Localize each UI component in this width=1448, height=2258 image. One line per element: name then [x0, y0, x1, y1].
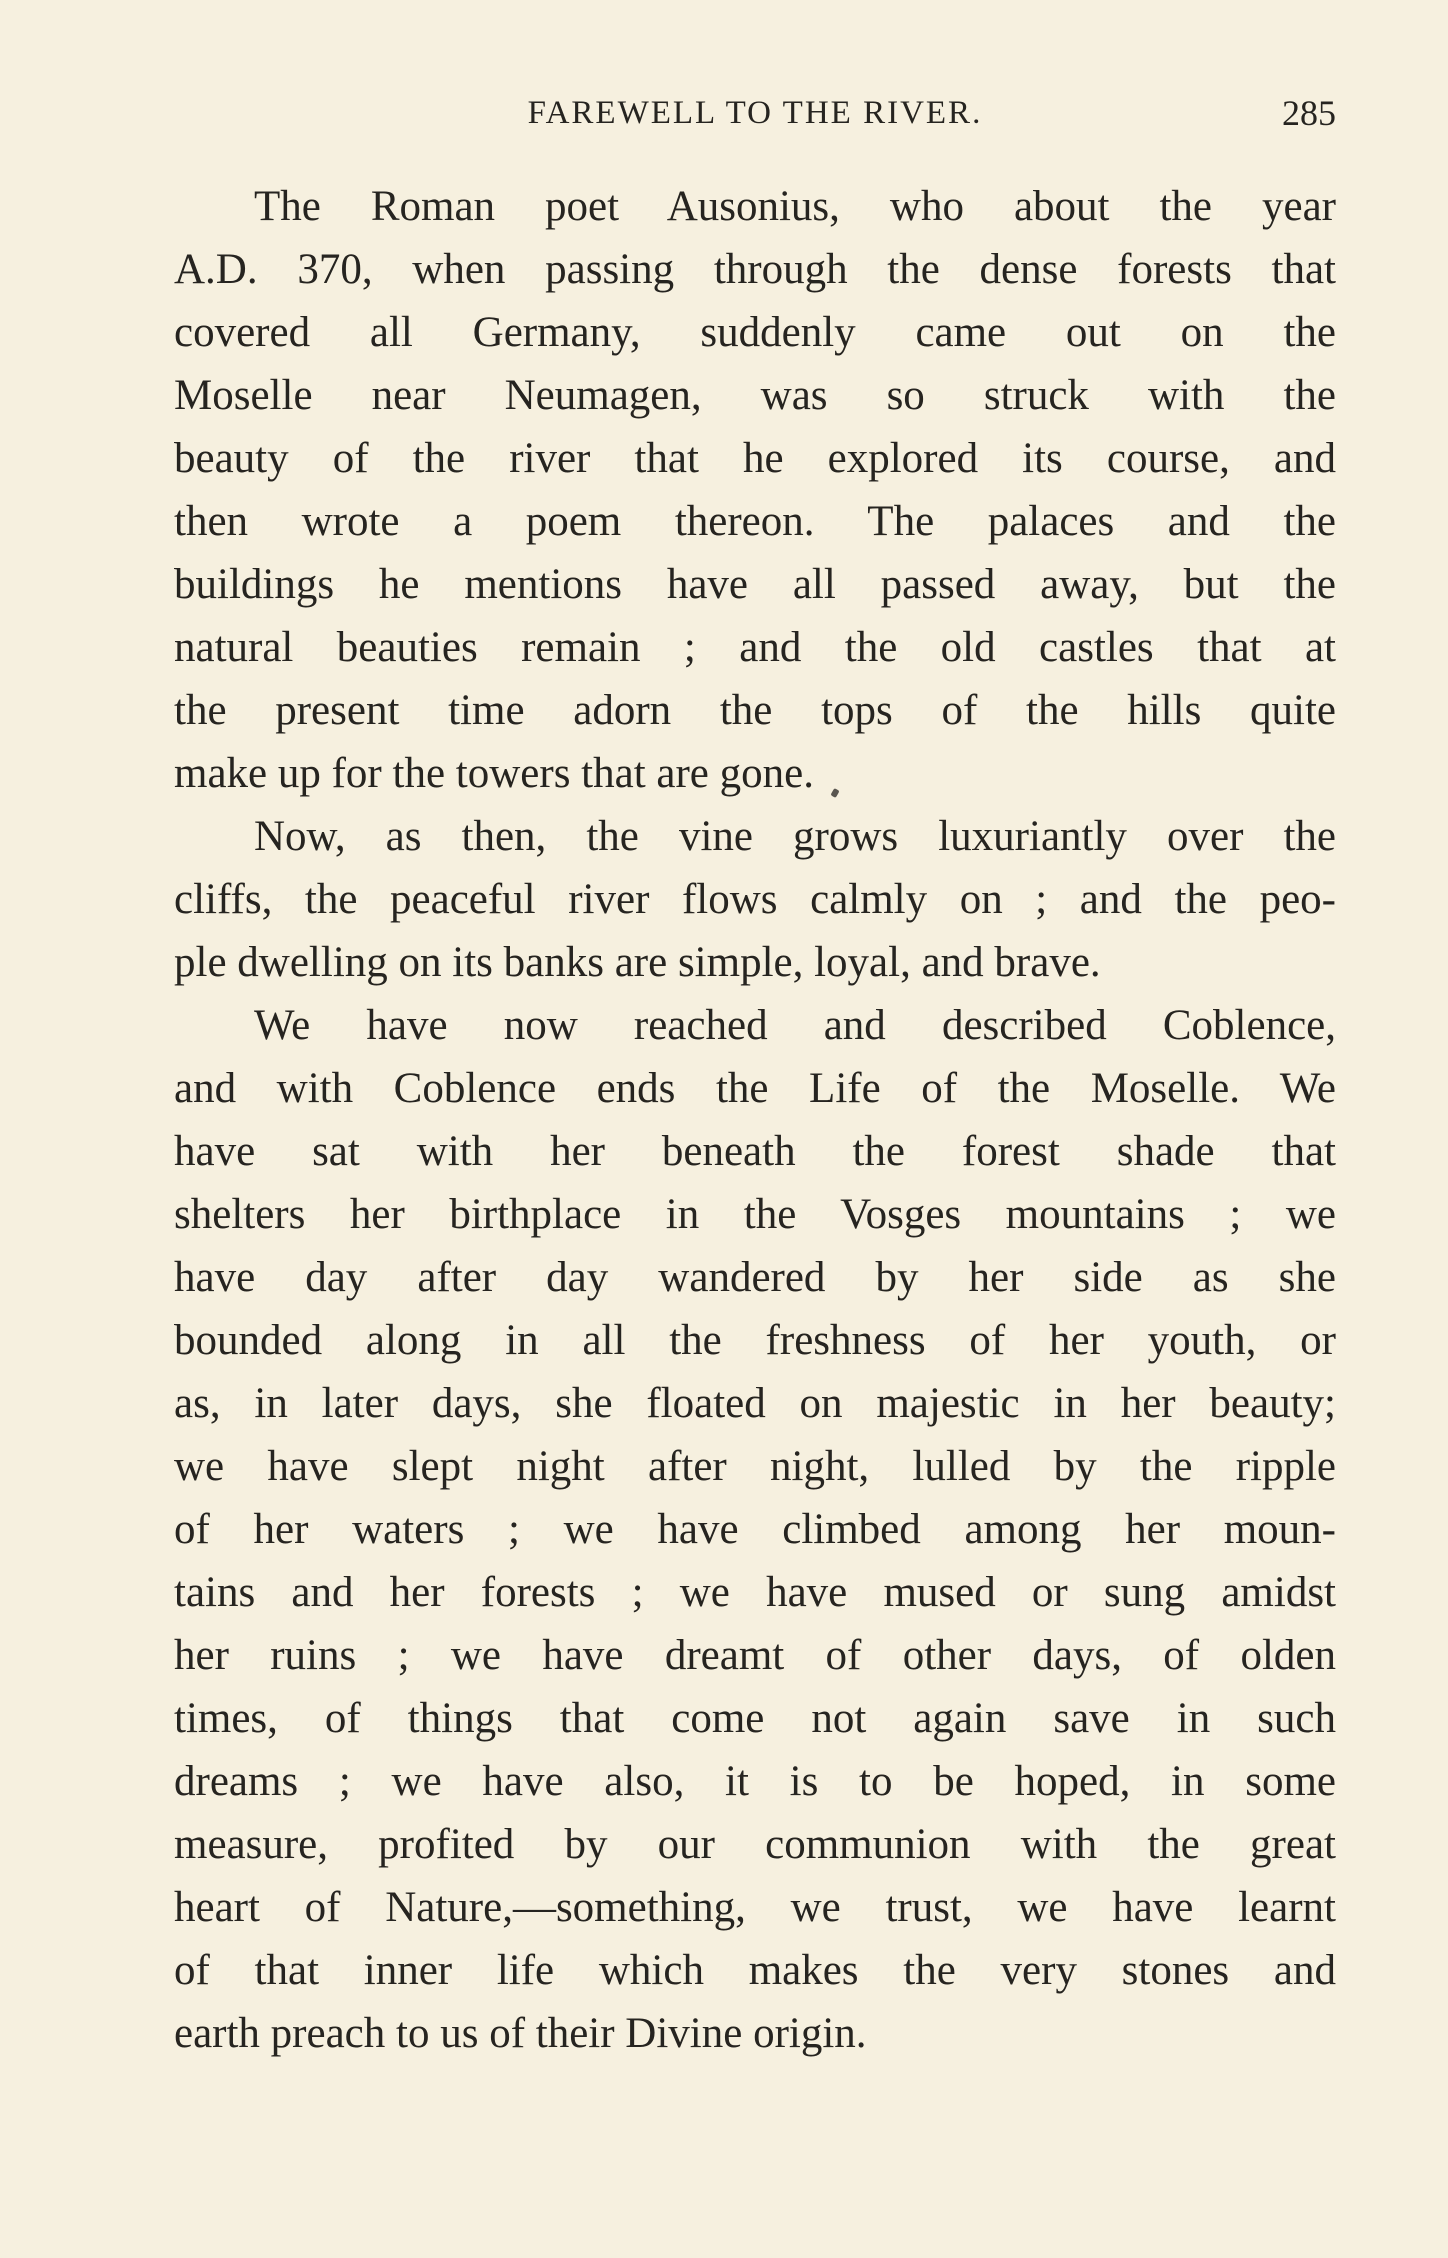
text-line: Now, as then, the vine grows luxuriantly over the	[254, 813, 1336, 860]
text-line-content: make up for the towers that are gone.	[174, 750, 814, 797]
text-line: dreams ; we have also, it is to be hoped, in some	[174, 1758, 1336, 1805]
body-text	[174, 175, 1336, 2065]
paragraph-2	[174, 805, 1336, 994]
text-line: shelters her birthplace in the Vosges mountains ; we	[174, 1191, 1336, 1238]
text-line: of her waters ; we have climbed among her moun-	[174, 1506, 1336, 1553]
text-line: cliffs, the peaceful river flows calmly on ; and the peo-	[174, 876, 1336, 923]
text-line: earth preach to us of their Divine origin.	[174, 2010, 867, 2057]
text-line: measure, profited by our communion with the great	[174, 1821, 1336, 1868]
text-line: natural beauties remain ; and the old castles that at	[174, 624, 1336, 671]
page-number: 285	[1282, 93, 1336, 133]
text-line: have sat with her beneath the forest shade that	[174, 1128, 1336, 1175]
text-line: bounded along in all the freshness of her youth, or	[174, 1317, 1336, 1364]
paragraph-3	[174, 994, 1336, 2065]
text-line: then wrote a poem thereon. The palaces and the	[174, 498, 1336, 545]
text-line-final	[174, 742, 1336, 805]
text-line: We have now reached and described Coblence,	[254, 1002, 1336, 1049]
text-line: tains and her forests ; we have mused or sung amidst	[174, 1569, 1336, 1616]
text-line: A.D. 370, when passing through the dense forests that	[174, 246, 1336, 293]
text-line: buildings he mentions have all passed away, but the	[174, 561, 1336, 608]
paragraph-1	[174, 175, 1336, 805]
text-line: covered all Germany, suddenly came out on the	[174, 309, 1336, 356]
text-line: The Roman poet Ausonius, who about the year	[254, 183, 1336, 230]
text-line: ple dwelling on its banks are simple, loyal, and brave.	[174, 939, 1101, 986]
text-line: as, in later days, she floated on majestic in her beauty;	[174, 1380, 1336, 1427]
running-head	[174, 88, 1336, 138]
running-title: FAREWELL TO THE RIVER.	[527, 95, 983, 131]
text-line: the present time adorn the tops of the hills quite	[174, 687, 1336, 734]
ink-speck-mark	[830, 788, 839, 798]
text-line: have day after day wandered by her side as she	[174, 1254, 1336, 1301]
text-line: her ruins ; we have dreamt of other days, of olden	[174, 1632, 1336, 1679]
text-line: and with Coblence ends the Life of the Moselle. We	[174, 1065, 1336, 1112]
text-line: times, of things that come not again save in such	[174, 1695, 1336, 1742]
text-line: beauty of the river that he explored its course, and	[174, 435, 1336, 482]
text-line: we have slept night after night, lulled by the ripple	[174, 1443, 1336, 1490]
text-line: of that inner life which makes the very stones and	[174, 1947, 1336, 1994]
text-line: heart of Nature,—something, we trust, we have learnt	[174, 1884, 1336, 1931]
text-line: Moselle near Neumagen, was so struck with the	[174, 372, 1336, 419]
